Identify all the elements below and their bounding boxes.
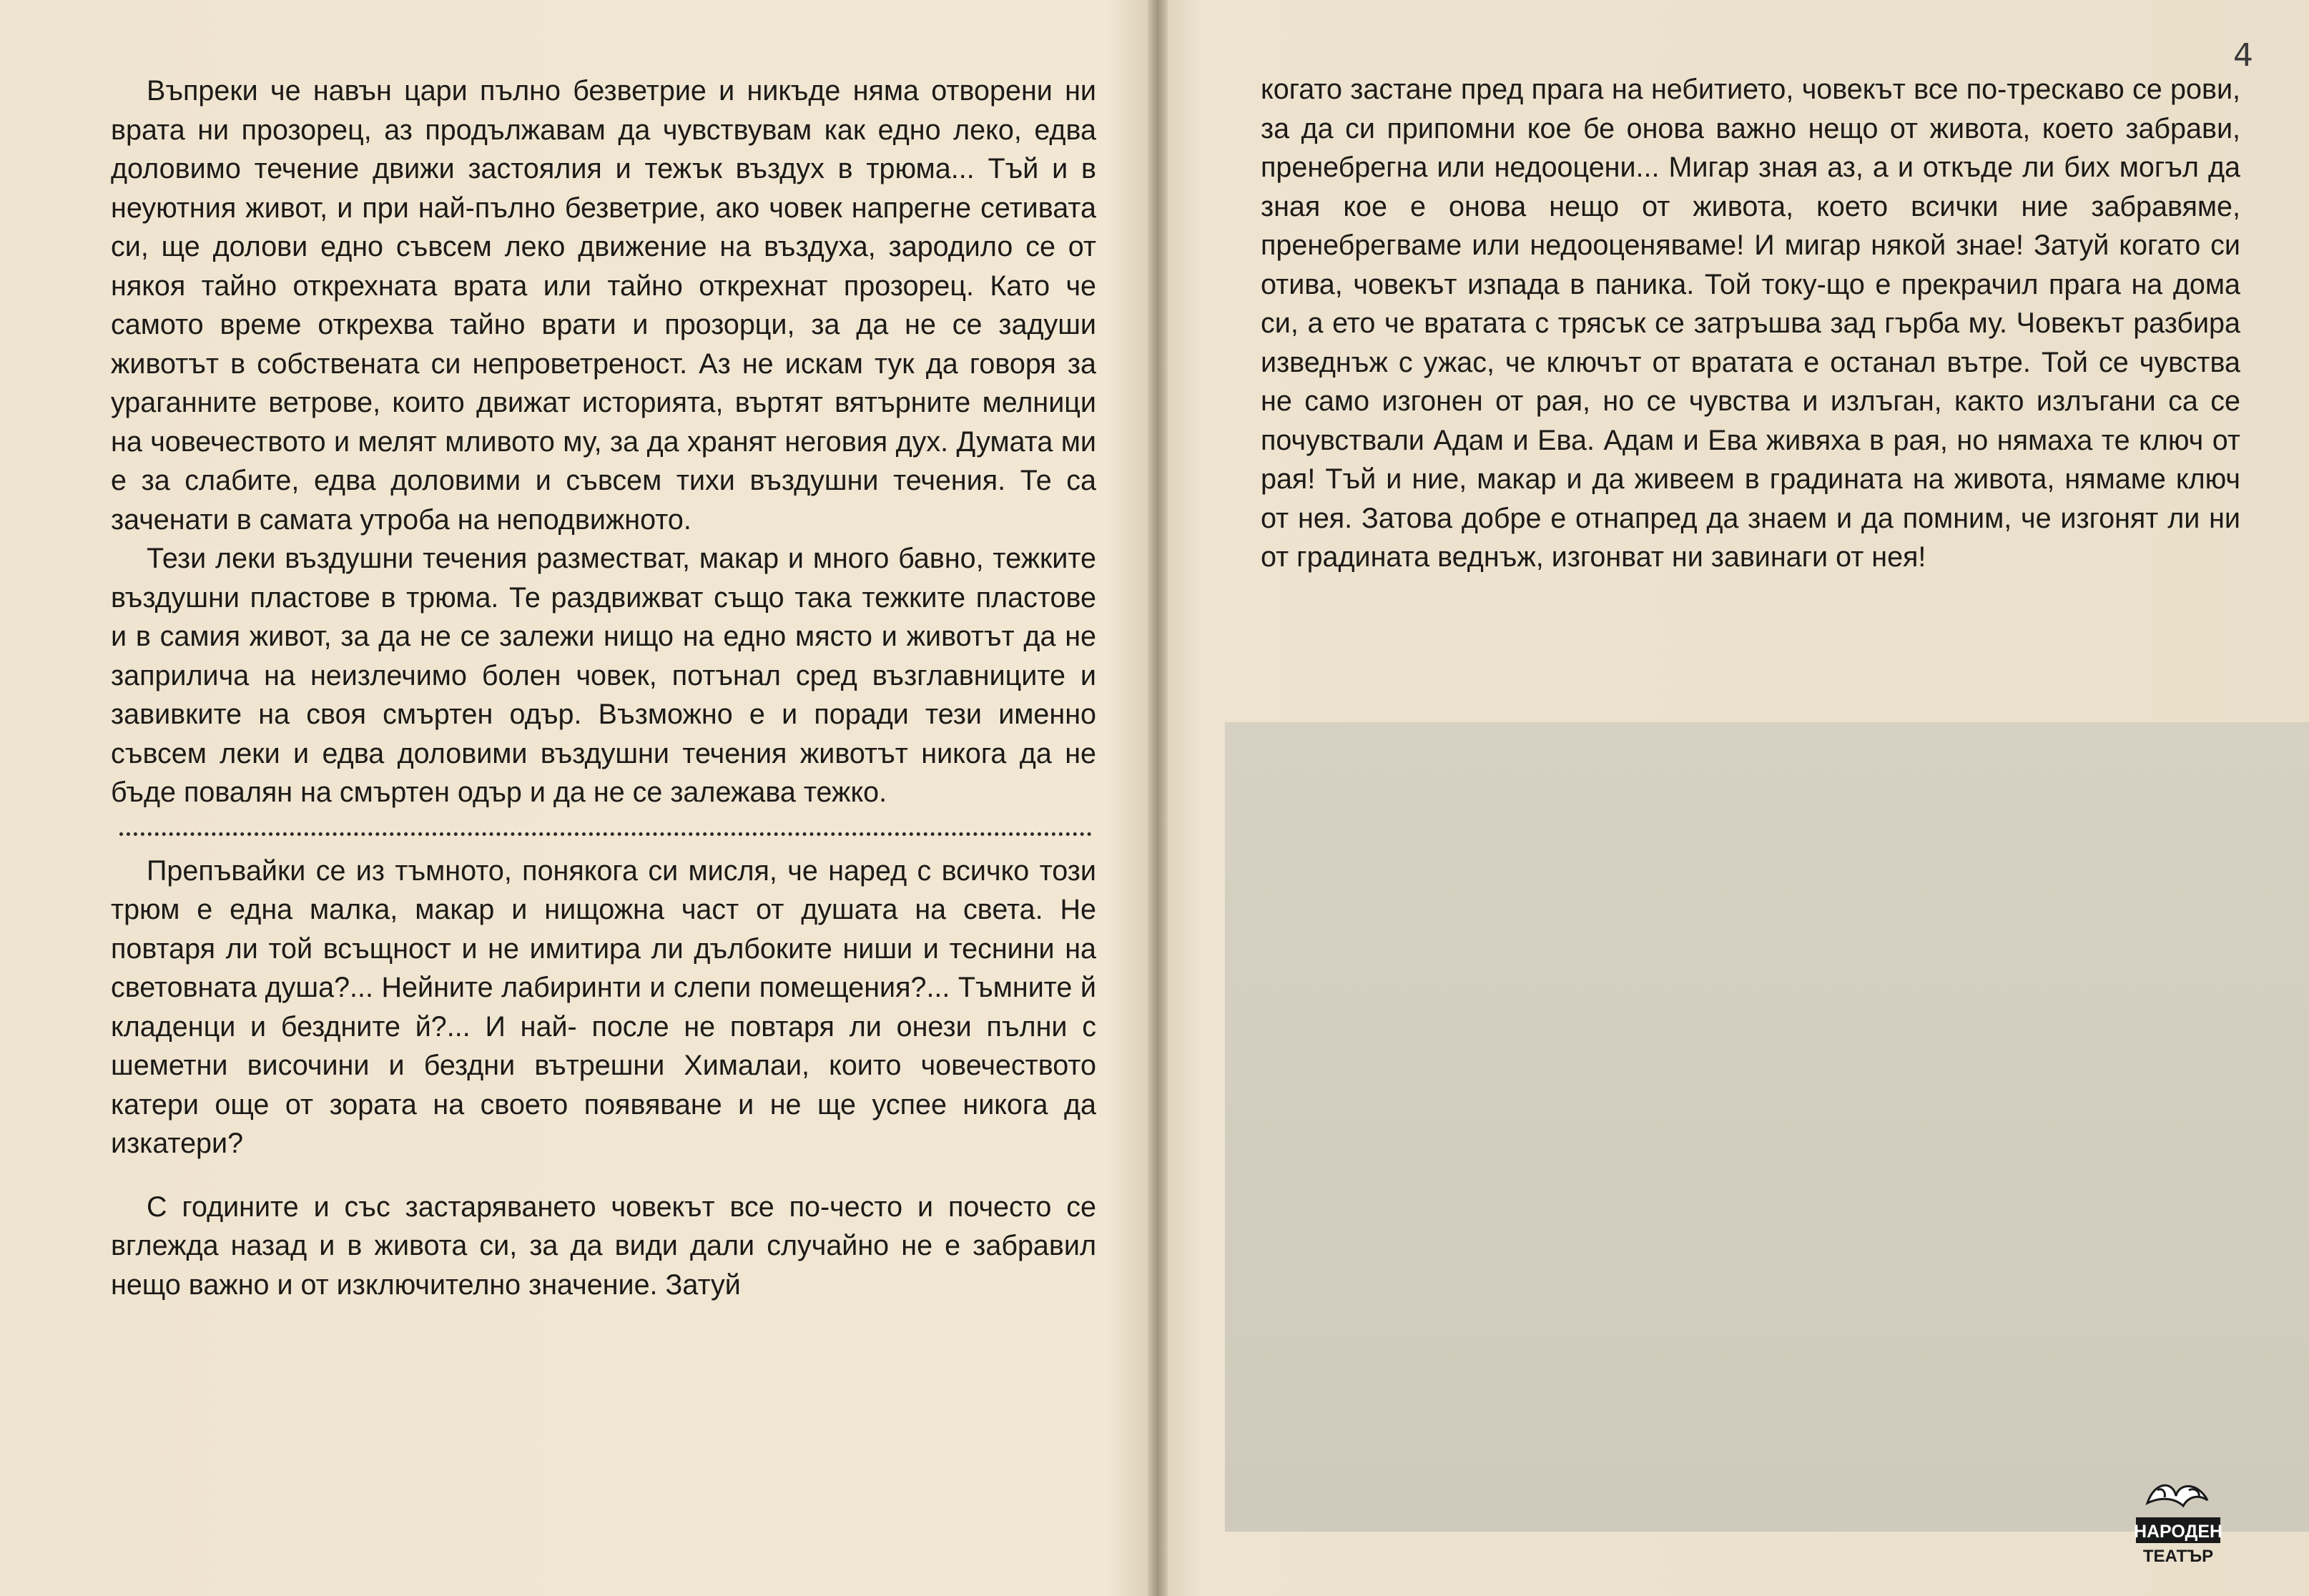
logo-line-1: НАРОДЕН	[2133, 1522, 2223, 1542]
page-number: 4	[2233, 37, 2253, 74]
paragraph-4: С годините и със застаряването човекът все по-често и почесто се вглежда назад и в живота си, за да види дали случайно не е забравил нещо важно и от изключително значение. Затуй	[111, 1191, 1096, 1301]
national-theatre-logo	[2133, 1474, 2223, 1567]
paragraph-1: Въпреки че навън цари пълно безветрие и никъде няма отворени ни врата ни прозорец, аз продължавам да чувствувам как едно леко, едва доловимо течение движи застоялия и тежък въздух в трюма... Тъй и в неуютния живот, и при най-пълно безветрие, ако човек напрегне сетивата си, ще долови едно съвсем леко движение на въздуха, зародило се от някоя тайно открехната врата или тайно открехнат прозорец. Като че самото време открехва тайно врати и прозорци, за да не се задуши животът в собствената си непроветреност. Аз не искам тук да говоря за ураганните ветрове, които движат историята, въртят вятърните мелници на човечеството и мелят мливото му, за да хранят неговия дух. Думата ми е за слабите, едва доловими и съвсем тихи въздушни течения. Те са заченати в самата утроба на неподвижното.	[111, 75, 1096, 536]
paragraph-2: Тези леки въздушни течения разместват, макар и много бавно, тежките въздушни пластове в трюма. Те раздвижват също така тежките пластове и в самия живот, за да не се залежи нищо на едно място и животът да не заприлича на неизлечимо болен човек, потънал сред възглавниците и завивките на своя смъртен одър. Възможно е и поради тези именно съвсем леки и едва доловими въздушни течения животът никога да не бъде повалян на смъртен одър и да не се залежава тежко.	[111, 543, 1096, 808]
right-page	[1168, 0, 2309, 1596]
faded-image-block	[1225, 722, 2309, 1532]
paragraph-3: Препъвайки се из тъмното, понякога си мисля, че наред с всичко този трюм е една малка, макар и нищожна част от душата на света. Не повтаря ли той всъщност и не имитира ли дълбоките ниши и теснини на световната душа?... Нейните лабиринти и слепи помещения?... Тъмните й кладенци и бездните й?... И най- после не повтаря ли онези пълни с шеметни височини и бездни вътрешни Хималаи, които човечеството катери още от зората на своето появяване и не ще успее никога да изкатери?	[111, 854, 1096, 1159]
logo-line-2: ТЕАТЪР	[2142, 1547, 2214, 1566]
right-text-column	[1261, 70, 2240, 577]
left-page	[0, 0, 1148, 1596]
dotted-divider	[119, 832, 1092, 836]
paragraph-5: когато застане пред прага на небитието, човекът все по-трескаво се рови, за да си припомни кое бе онова важно нещо от живота, което забрави, пренебрегна или недооцени... Мигар зная аз, а и откъде ли бих могъл да зная кое е онова нещо от живота, което всички ние забравяме, пренебрегваме или недооценяваме! И мигар някой знае! Затуй когато си отива, човекът изпада в паника. Той току-що е прекрачил прага на дома си, а ето че вратата с трясък се затръшва зад гърба му. Човекът разбира изведнъж с ужас, че ключът от вратата е останал вътре. Той се чувства не само изгонен от рая, но се чувства и излъган, както излъгани са се почувствали Адам и Ева. Адам и Ева живяха в рая, но нямаха те ключ от рая! Тъй и ние, макар и да живеем в градината на живота, нямаме ключ от нея. Затова добре е отнапред да знаем и да помним, че изгонят ли ни от градината веднъж, изгонват ни завинаги от нея!	[1261, 74, 2240, 573]
left-text-column	[111, 72, 1096, 1304]
book-gutter	[1148, 0, 1168, 1596]
